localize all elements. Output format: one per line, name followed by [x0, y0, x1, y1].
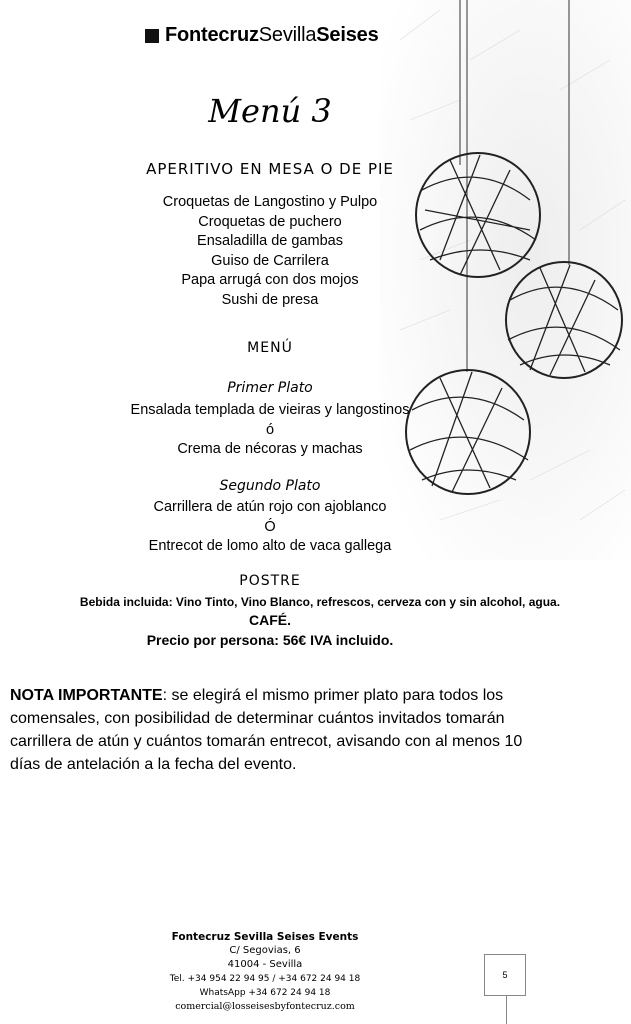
list-item: Ensalada templada de vieiras y langostinos: [130, 402, 410, 418]
list-item: Guiso de Carrilera: [211, 252, 329, 269]
page-number: 5: [484, 954, 526, 996]
footer-contact: [160, 930, 370, 1014]
list-item: Carrillera de atún rojo con ajoblanco: [153, 499, 387, 515]
footer-address-city: 41004 - Sevilla: [227, 959, 303, 970]
list-item: Sushi de presa: [221, 291, 319, 308]
aperitivo-list: [0, 193, 540, 310]
footer-address-street: C/ Segovias, 6: [229, 945, 301, 956]
note-text: : se elegirá el mismo primer plato para todos los comensales, con posibilidad de determinar cuántos invitados tomarán carrillera de atún y cuántos tomarán entrecot, avisando con al menos 10 días de antelación a la fecha del evento.: [10, 687, 523, 773]
list-item: Crema de nécoras y machas: [177, 441, 363, 457]
list-item: Papa arrugá con dos mojos: [181, 272, 359, 288]
segundo-plato-list: [0, 498, 540, 557]
primer-plato-heading: Primer Plato: [227, 380, 313, 396]
cafe-text: CAFÉ.: [249, 612, 291, 628]
list-item: Ó: [264, 518, 276, 535]
page-number-tick: [506, 995, 507, 1024]
list-item: Croquetas de Langostino y Pulpo: [162, 194, 378, 210]
logo-square-icon: [145, 29, 159, 43]
note-label: NOTA IMPORTANTE: [10, 687, 163, 704]
postre-heading: POSTRE: [239, 573, 301, 589]
list-item: Ensaladilla de gambas: [197, 233, 343, 249]
important-note: [10, 684, 550, 776]
list-item: Croquetas de puchero: [198, 213, 342, 230]
footer-phone: Tel. +34 954 22 94 95 / +34 672 24 94 18: [169, 974, 361, 984]
primer-plato-list: [0, 401, 540, 460]
logo-text: FontecruzSevillaSeises: [165, 24, 379, 46]
menu-section-heading: MENÚ: [247, 340, 293, 356]
price-text: Precio por persona: 56€ IVA incluido.: [146, 632, 394, 648]
list-item: ó: [265, 421, 275, 438]
brand-logo: [145, 24, 379, 47]
bebida-text: Bebida incluida: Vino Tinto, Vino Blanco, refrescos, cerveza con y sin alcohol, agua.: [79, 595, 561, 609]
footer-email: comercial@losseisesbyfontecruz.com: [175, 1001, 355, 1012]
segundo-plato-heading: Segundo Plato: [219, 478, 321, 494]
footer-title: Fontecruz Sevilla Seises Events: [171, 931, 359, 943]
footer-whatsapp: WhatsApp +34 672 24 94 18: [199, 988, 331, 998]
menu-title: Menú 3: [208, 92, 332, 130]
aperitivo-heading: APERITIVO EN MESA O DE PIE: [146, 160, 394, 178]
list-item: Entrecot de lomo alto de vaca gallega: [148, 538, 392, 554]
